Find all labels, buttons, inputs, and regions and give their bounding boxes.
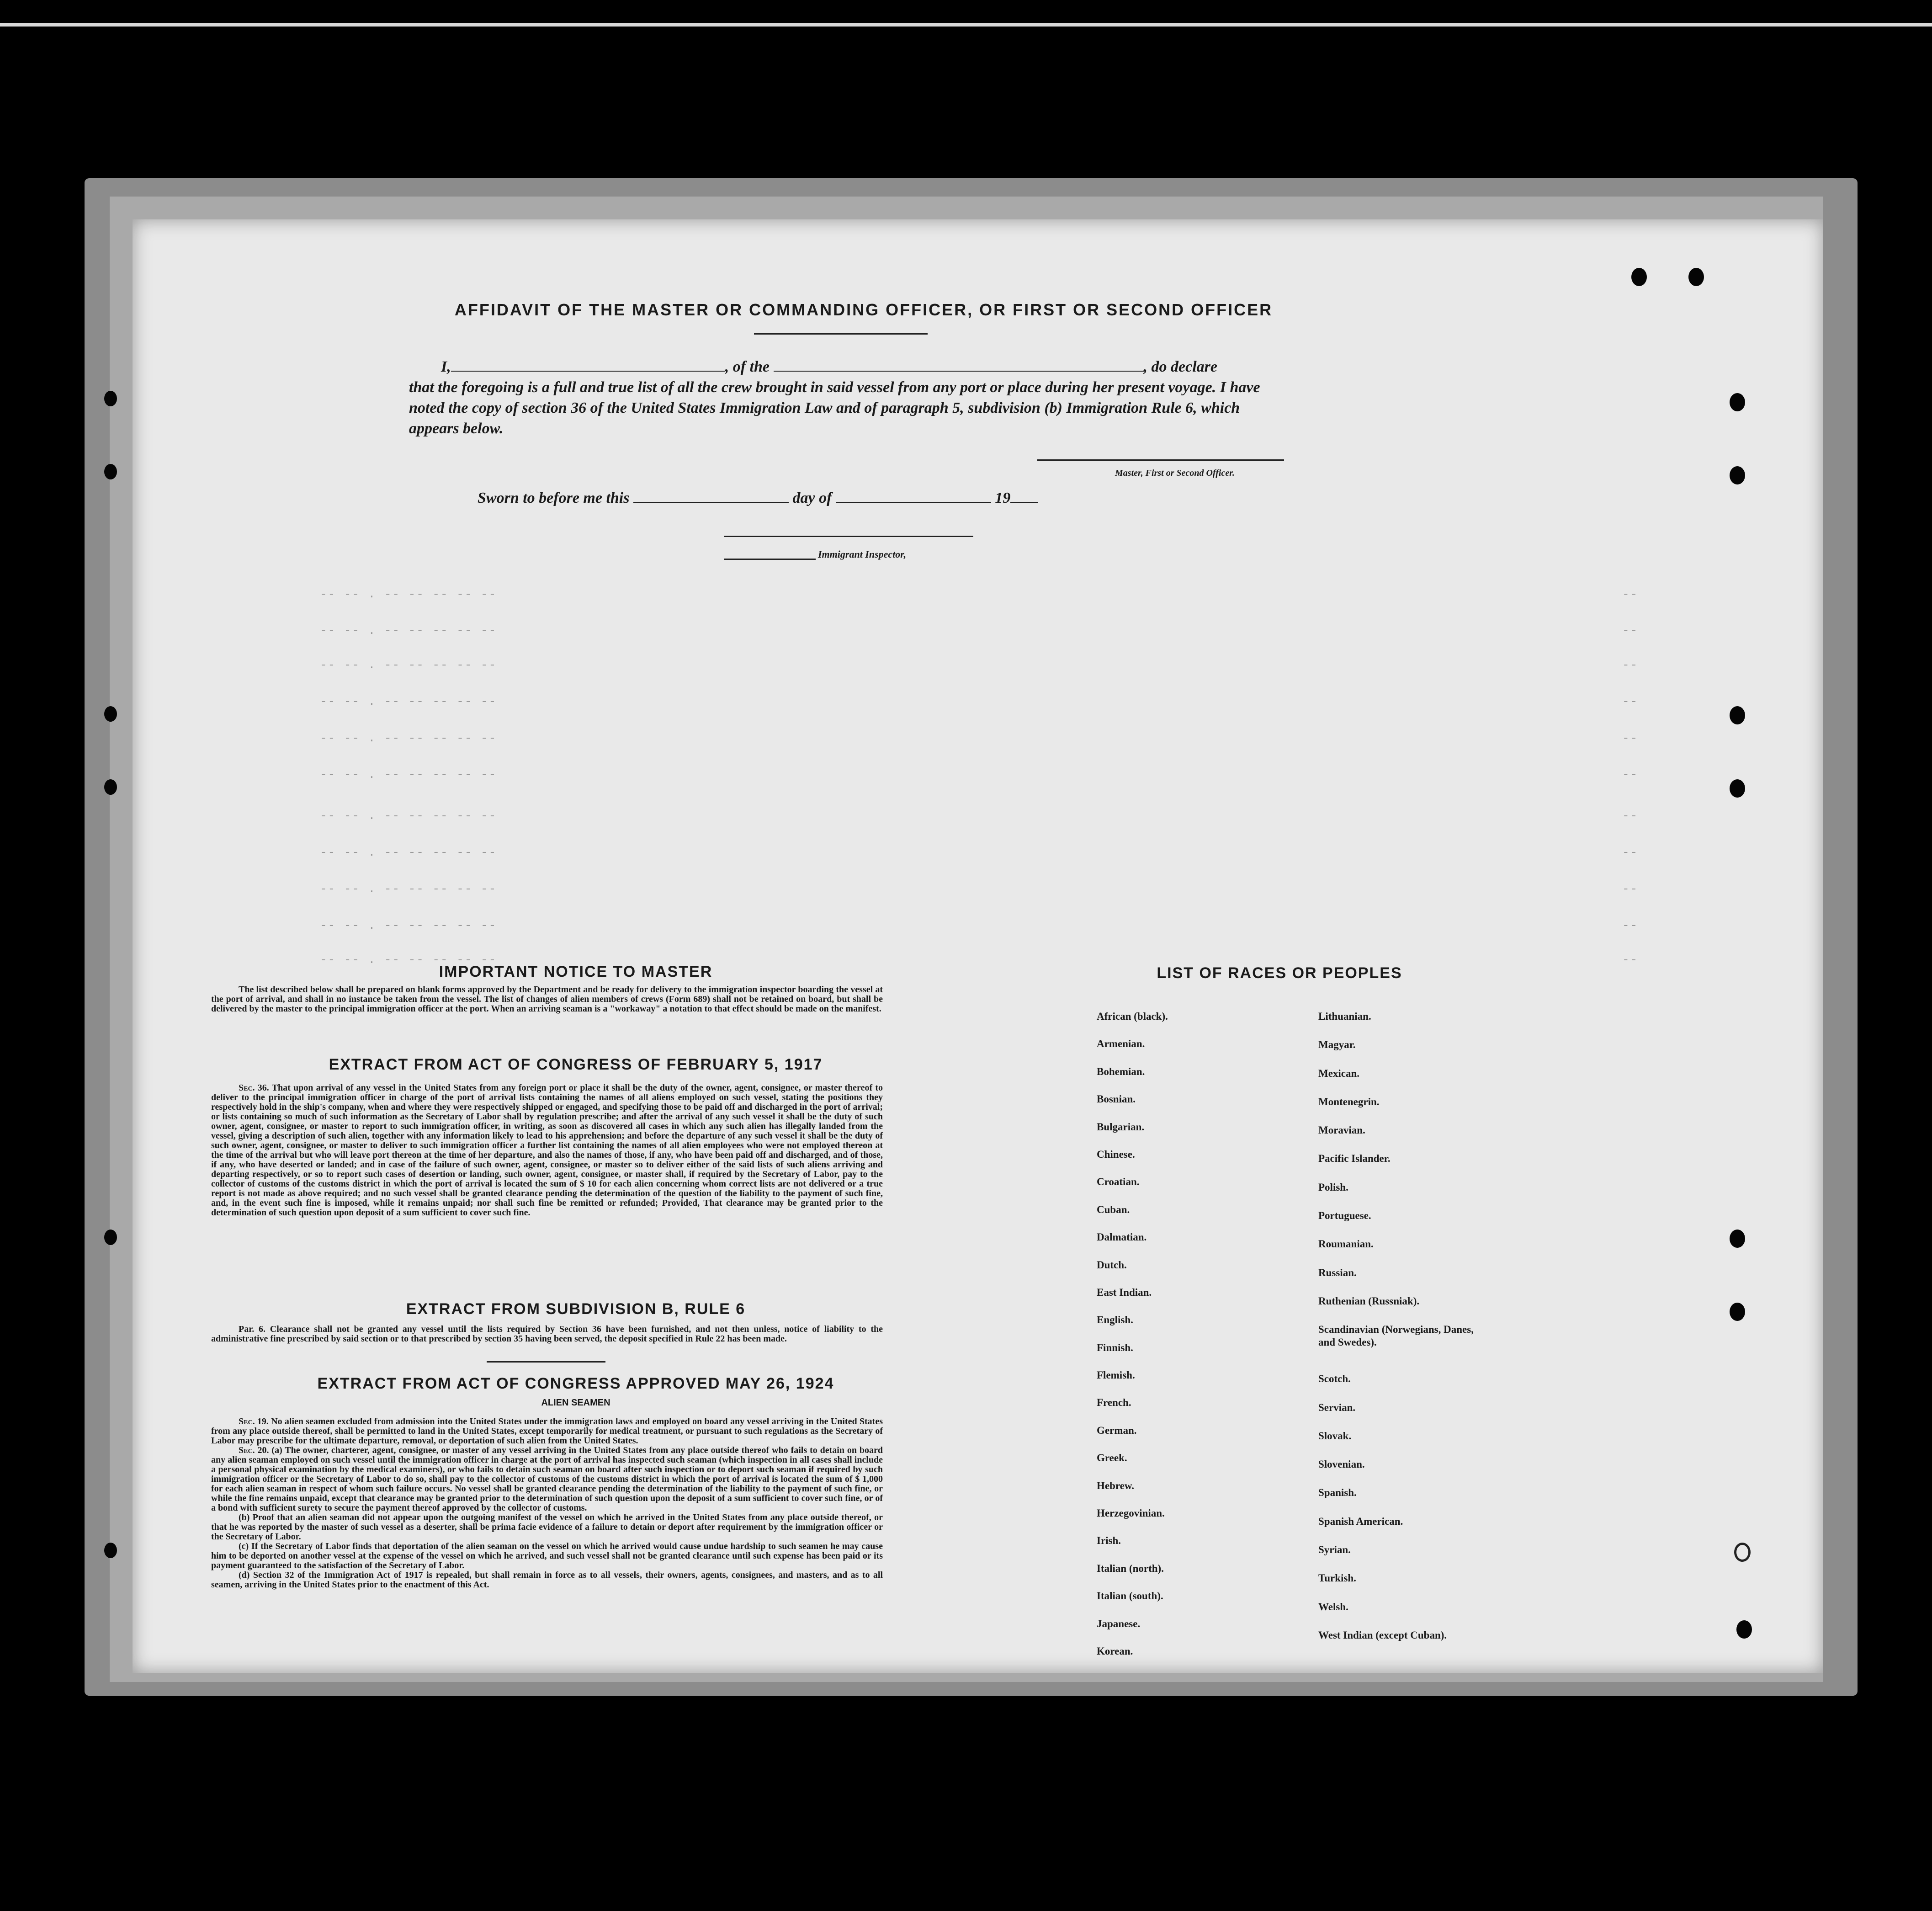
race-item: Lithuanian. <box>1318 1011 1371 1022</box>
sec20a-text: (a) The owner, charterer, agent, consignee, or master of any vessel arriving in the United States from any place outside thereof who fails to detain on board any alien seaman employed on such vessel until the immigration officer in charge at the port of arrival has inspected such seaman (which inspection in all cases shall include a personal physical examination by the medical examiners), or who fails to detain such seaman on board after such inspection or to deport such seaman if required by such immigration officer or the Secretary of Labor to do so, shall pay to the collector of customs of the customs district in which the port of arrival is located the sum of $ 1,000 for each alien seaman in respect of whom such failure occurs. No vessel shall be granted clearance pending the determination of the liability to the payment of such fine, or while the fine remains unpaid, except that clearance may be granted prior to the determination of such question upon the deposit of a sum sufficient to cover such fine, or of a bond with sufficient surety to secure the payment thereof approved by the collector of customs. <box>211 1445 883 1513</box>
race-item: English. <box>1097 1314 1133 1326</box>
sworn-day-blank <box>633 488 789 503</box>
race-item: Spanish American. <box>1318 1515 1403 1527</box>
sec19-text: No alien seamen excluded from admission into the United States under the immigration laws and employed on board any vessel arriving in the United States from any place outside thereof, shall be permitted to land in the United States, except temporarily for medical treatment, or pursuant to such regulations as the Secretary of Labor may prescribe for the ultimate departure, removal, or deportation of such alien from the United States. <box>211 1416 883 1446</box>
sec20-label: Sec. 20. <box>239 1445 269 1455</box>
race-item: Bosnian. <box>1097 1093 1136 1105</box>
race-item: Flemish. <box>1097 1369 1135 1381</box>
punch-hole <box>1631 268 1647 286</box>
binding-hole <box>104 391 117 406</box>
race-item: Polish. <box>1318 1181 1348 1193</box>
bleed-through-marks: -- <box>1622 624 1639 638</box>
bleed-through-marks: -- <box>1622 919 1639 932</box>
bleed-through-marks: -- <box>1622 809 1639 823</box>
sec19-paragraph <box>211 1417 883 1446</box>
race-item: Bohemian. <box>1097 1065 1145 1077</box>
bleed-through-marks: -- -- . -- -- -- -- -- <box>320 731 497 745</box>
inspector-signature-line <box>724 536 973 537</box>
binding-hole <box>104 706 117 722</box>
race-item: Syrian. <box>1318 1544 1351 1556</box>
race-item: French. <box>1097 1397 1131 1409</box>
act-1917-section-label: Sec. 36. <box>239 1083 269 1093</box>
sworn-prefix: Sworn to before me this <box>478 490 630 506</box>
bleed-through-marks: -- -- . -- -- -- -- -- <box>320 658 497 672</box>
bleed-through-marks: -- -- . -- -- -- -- -- <box>320 953 497 967</box>
race-item: Portuguese. <box>1318 1210 1371 1222</box>
rule6-text: Clearance shall not be granted any vessel until the lists required by Section 36 have been furnished, and not then unless, notice of liability to the administrative fine prescribed by said section or to that prescribed by section 35 having been served, the deposit specified in Rule 22 has been made. <box>211 1324 883 1344</box>
race-item: Italian (south). <box>1097 1590 1163 1602</box>
act-1924-title: EXTRACT FROM ACT OF CONGRESS APPROVED MAY 26, 1924 <box>317 1375 834 1392</box>
race-item: East Indian. <box>1097 1286 1152 1298</box>
race-item: Slovak. <box>1318 1430 1352 1442</box>
punch-hole <box>1730 1230 1745 1248</box>
bleed-through-marks: -- <box>1622 768 1639 782</box>
bleed-through-marks: -- <box>1622 846 1639 859</box>
punch-hole <box>1734 1543 1751 1562</box>
rule6-body <box>211 1325 883 1344</box>
race-item: Croatian. <box>1097 1176 1140 1188</box>
race-item: Irish. <box>1097 1535 1121 1547</box>
act-1924-subtitle: ALIEN SEAMEN <box>541 1398 610 1408</box>
bleed-through-marks: -- <box>1622 953 1639 967</box>
punch-hole <box>1730 779 1745 798</box>
race-item: Moravian. <box>1318 1124 1365 1136</box>
race-item: Armenian. <box>1097 1038 1145 1050</box>
act-1917-text: That upon arrival of any vessel in the United States from any foreign port or place it shall be the duty of the owner, agent, consignee, or master thereof to deliver to the principal immigration officer in charge of the port of arrival lists containing the names of all aliens employed on such vessel, stating the positions they respectively hold in the ship's company, when and where they were respectively shipped or engaged, and specifying those to be paid off and discharged in the port of arrival; or lists containing so much of such information as the Secretary of Labor shall by regulation prescribe; and after the arrival of any such vessel it shall be the duty of such owner, agent, consignee, or master to report to such immigration officer, in writing, as soon as discovered all cases in which any such alien has illegally landed from the vessel, giving a description of such alien, together with any information likely to lead to his apprehension; and before the departure of any such vessel it shall be the duty of such owner, agent, consignee, or master to deliver to such immigration officer a further list containing the names of all alien employees who were not employed thereon at the time of the arrival but who will leave port thereon at the time of her departure, and also the names of those, if any, who have been paid off and discharged, and of those, if any, who have deserted or landed; and in case of the failure of such owner, agent, consignee, or master so to deliver either of the said lists of such aliens arriving and departing respectively, or so to report such cases of desertion or landing, such owner, agent, consignee, or master shall, if required by the Secretary of Labor, pay to the collector of customs of the customs district in which the port of arrival is located the sum of $ 10 for each alien concerning whom correct lists are not delivered or a true report is not made as above required; and no such vessel shall be granted clearance pending the determination of the question of the liability to the payment of such fine, and, in the event such fine is imposed, while it remains unpaid; nor shall such fine be remitted or refunded; Provided, That clearance may be granted prior to the determination of such question upon deposit of a sum sufficient to cover such fine. <box>211 1083 883 1218</box>
races-title: LIST OF RACES OR PEOPLES <box>1157 964 1402 982</box>
declaration-do-declare: , do declare <box>1143 358 1217 375</box>
race-item: Greek. <box>1097 1452 1127 1464</box>
race-item: Servian. <box>1318 1401 1356 1413</box>
race-item: Finnish. <box>1097 1341 1133 1353</box>
bleed-through-marks: -- -- . -- -- -- -- -- <box>320 809 497 823</box>
races-list-right <box>1318 1010 1492 1657</box>
inspector-signature-line-lower <box>724 559 816 560</box>
sworn-day-of: day of <box>792 490 832 506</box>
bleed-through-marks: -- <box>1622 587 1639 601</box>
punch-hole <box>1736 1620 1752 1639</box>
punch-hole <box>1730 393 1745 411</box>
bleed-through-marks: -- -- . -- -- -- -- -- <box>320 695 497 708</box>
binding-hole <box>104 779 117 795</box>
scanner-edge-line <box>0 23 1932 27</box>
affidavit-declaration <box>409 357 1286 439</box>
punch-hole <box>1688 268 1704 286</box>
race-item: Spanish. <box>1318 1487 1357 1499</box>
rule6-underline <box>487 1361 605 1363</box>
bleed-through-marks: -- <box>1622 731 1639 745</box>
sworn-statement <box>478 488 1038 507</box>
sec20d-paragraph: (d) Section 32 of the Immigration Act of 1917 is repealed, but shall remain in force as to all vessels, their owners, agents, consignees, and masters, and as to all seamen, arriving in the United States prior to the enactment of this Act. <box>211 1570 883 1590</box>
sec20c-paragraph: (c) If the Secretary of Labor finds that deportation of the alien seaman on the vessel on which he arrived would cause undue hardship to such seamen he may cause him to be deported on another vessel at the expense of the vessel on which he arrived, and such vessel shall not be granted clearance until such expense has been paid or its payment guaranteed to the satisfaction of the Secretary of Labor. <box>211 1541 883 1570</box>
race-item: Hebrew. <box>1097 1480 1134 1491</box>
bleed-through-marks: -- <box>1622 658 1639 672</box>
bleed-through-marks: -- <box>1622 882 1639 896</box>
inspector-label: Immigrant Inspector, <box>818 548 907 560</box>
race-item: Slovenian. <box>1318 1459 1365 1470</box>
bleed-through-marks: -- -- . -- -- -- -- -- <box>320 846 497 859</box>
races-list-left <box>1097 1010 1325 1672</box>
declaration-body: that the foregoing is a full and true list of all the crew brought in said vessel from any port or place during her present voyage. I have noted the copy of section 36 of the United States Immigration Law and of paragraph 5, subdivision (b) Immigration Rule 6, which appears below. <box>409 379 1260 437</box>
rule6-title: EXTRACT FROM SUBDIVISION B, RULE 6 <box>406 1300 746 1318</box>
punch-hole <box>1730 706 1745 724</box>
declaration-first-line <box>409 357 1286 377</box>
race-item: Mexican. <box>1318 1067 1360 1079</box>
race-item: Herzegovinian. <box>1097 1507 1165 1519</box>
race-item: Russian. <box>1318 1267 1357 1278</box>
race-item: Scotch. <box>1318 1373 1351 1385</box>
notice-title: IMPORTANT NOTICE TO MASTER <box>439 963 713 980</box>
bleed-through-marks: -- -- . -- -- -- -- -- <box>320 919 497 932</box>
race-item: Dalmatian. <box>1097 1231 1147 1243</box>
act-1924-body <box>211 1417 883 1590</box>
bleed-through-marks: -- -- . -- -- -- -- -- <box>320 768 497 782</box>
sworn-year-prefix: 19 <box>995 490 1011 506</box>
race-item: African (black). <box>1097 1011 1168 1022</box>
bleed-through-marks: -- <box>1622 695 1639 708</box>
race-item: Pacific Islander. <box>1318 1153 1391 1165</box>
binding-hole <box>104 1230 117 1245</box>
act-1917-title: EXTRACT FROM ACT OF CONGRESS OF FEBRUARY 5, 1917 <box>329 1056 823 1073</box>
race-item: Dutch. <box>1097 1259 1127 1271</box>
sec19-label: Sec. 19. <box>239 1416 269 1427</box>
race-item: German. <box>1097 1424 1137 1436</box>
binding-hole <box>104 1543 117 1558</box>
sworn-year-blank <box>1010 488 1038 503</box>
notice-body: The list described below shall be prepared on blank forms approved by the Department and be ready for delivery to the immigration inspector boarding the vessel at the port of arrival, and shall in no instance be taken from the vessel. The list of changes of alien members of crews (Form 689) shall not be retained on board, but shall be delivered by the master to the principal immigration officer at the port. When an arriving seaman is a "workaway" a notation to that effect should be made on the manifest. <box>211 985 883 1014</box>
declaration-i: I, <box>441 358 451 375</box>
sworn-month-blank <box>836 488 991 503</box>
affidavit-title: AFFIDAVIT OF THE MASTER OR COMMANDING OFFICER, OR FIRST OR SECOND OFFICER <box>454 300 1273 319</box>
race-item: Chinese. <box>1097 1148 1135 1160</box>
title-underline <box>754 333 928 335</box>
declaration-of-the: , of the <box>725 358 770 375</box>
master-signature-line <box>1037 459 1284 461</box>
race-item: Ruthenian (Russniak). <box>1318 1295 1420 1307</box>
act-1917-body <box>211 1083 883 1218</box>
race-item: Welsh. <box>1318 1601 1348 1613</box>
race-item: West Indian (except Cuban). <box>1318 1629 1447 1641</box>
race-item: Montenegrin. <box>1318 1096 1380 1107</box>
master-signature-label: Master, First or Second Officer. <box>1115 468 1235 478</box>
race-item: Magyar. <box>1318 1039 1356 1051</box>
rule6-paragraph-label: Par. 6. <box>239 1324 266 1334</box>
race-item: Korean. <box>1097 1645 1133 1657</box>
bleed-through-marks: -- -- . -- -- -- -- -- <box>320 624 497 638</box>
punch-hole <box>1730 1303 1745 1321</box>
vessel-name-blank <box>774 357 1144 372</box>
binding-hole <box>104 464 117 479</box>
master-name-blank <box>451 357 725 372</box>
sec20a-paragraph <box>211 1446 883 1513</box>
race-item: Bulgarian. <box>1097 1121 1145 1133</box>
race-item: Cuban. <box>1097 1203 1130 1215</box>
bleed-through-marks: -- -- . -- -- -- -- -- <box>320 882 497 896</box>
race-item: Scandinavian (Norwegians, Danes, and Swedes). <box>1318 1324 1474 1348</box>
punch-hole <box>1730 466 1745 484</box>
bleed-through-marks: -- -- . -- -- -- -- -- <box>320 587 497 601</box>
sec20b-paragraph: (b) Proof that an alien seaman did not appear upon the outgoing manifest of the vessel on which he arrived in the United States from any place outside thereof, or that he was reported by the master of such vessel as a deserter, shall be prima facie evidence of a failure to detain or deport after requirement by the immigration officer or the Secretary of Labor. <box>211 1512 883 1542</box>
race-item: Turkish. <box>1318 1572 1356 1584</box>
race-item: Italian (north). <box>1097 1562 1164 1574</box>
race-item: Roumanian. <box>1318 1238 1374 1250</box>
race-item: Japanese. <box>1097 1618 1141 1629</box>
